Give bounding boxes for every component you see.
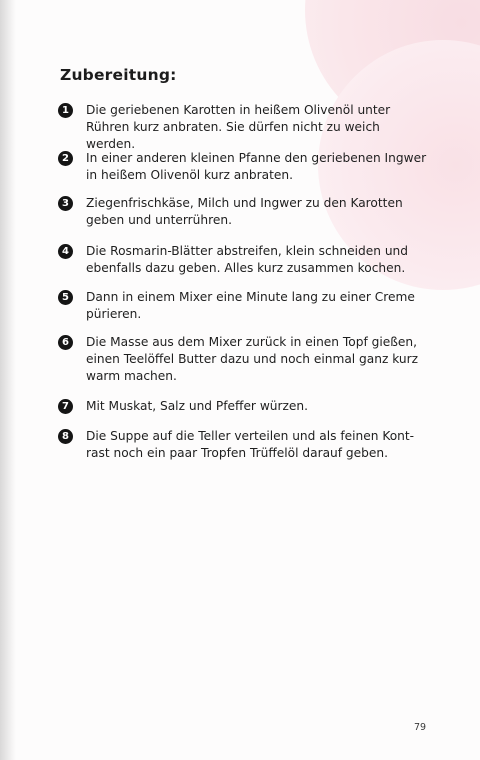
step-text: Ziegenfrischkäse, Milch und Ingwer zu den Karotten geben und unterrühren. — [86, 196, 403, 227]
step-number-badge: 4 — [58, 244, 73, 259]
step-item — [58, 289, 428, 323]
step-number-badge: 3 — [58, 196, 73, 211]
step-item — [58, 243, 428, 277]
step-number-badge: 5 — [58, 290, 73, 305]
step-number-badge: 8 — [58, 429, 73, 444]
step-item — [58, 428, 428, 462]
step-text: Die Masse aus dem Mixer zurück in einen Topf gießen, einen Teelöffel Butter dazu und noch einmal ganz kurz warm machen. — [86, 335, 419, 383]
page-number: 79 — [414, 722, 427, 733]
step-item — [58, 398, 428, 415]
step-text: In einer anderen kleinen Pfanne den geriebenen Ingwer in heißem Olivenöl kurz anbraten. — [86, 151, 427, 182]
step-item — [58, 102, 428, 153]
step-item — [58, 195, 428, 229]
section-title: Zubereitung: — [60, 66, 177, 84]
page-edge-shadow — [0, 0, 16, 760]
step-number-badge: 1 — [58, 103, 73, 118]
step-text: Die geriebenen Karotten in heißem Olivenöl unter Rühren kurz anbraten. Sie dürfen nicht zu weich werden. — [86, 103, 391, 151]
step-item — [58, 334, 428, 385]
step-text: Die Rosmarin-Blätter abstreifen, klein schneiden und ebenfalls dazu geben. Alles kurz zusammen kochen. — [86, 244, 408, 275]
step-text: Mit Muskat, Salz und Pfeffer würzen. — [86, 399, 309, 413]
step-number-badge: 7 — [58, 399, 73, 414]
step-number-badge: 2 — [58, 151, 73, 166]
step-number-badge: 6 — [58, 335, 73, 350]
step-text: Die Suppe auf die Teller verteilen und als feinen Kont- rast noch ein paar Tropfen Trüffelöl darauf geben. — [86, 429, 415, 460]
step-item — [58, 150, 428, 184]
step-text: Dann in einem Mixer eine Minute lang zu einer Creme pürieren. — [86, 290, 415, 321]
